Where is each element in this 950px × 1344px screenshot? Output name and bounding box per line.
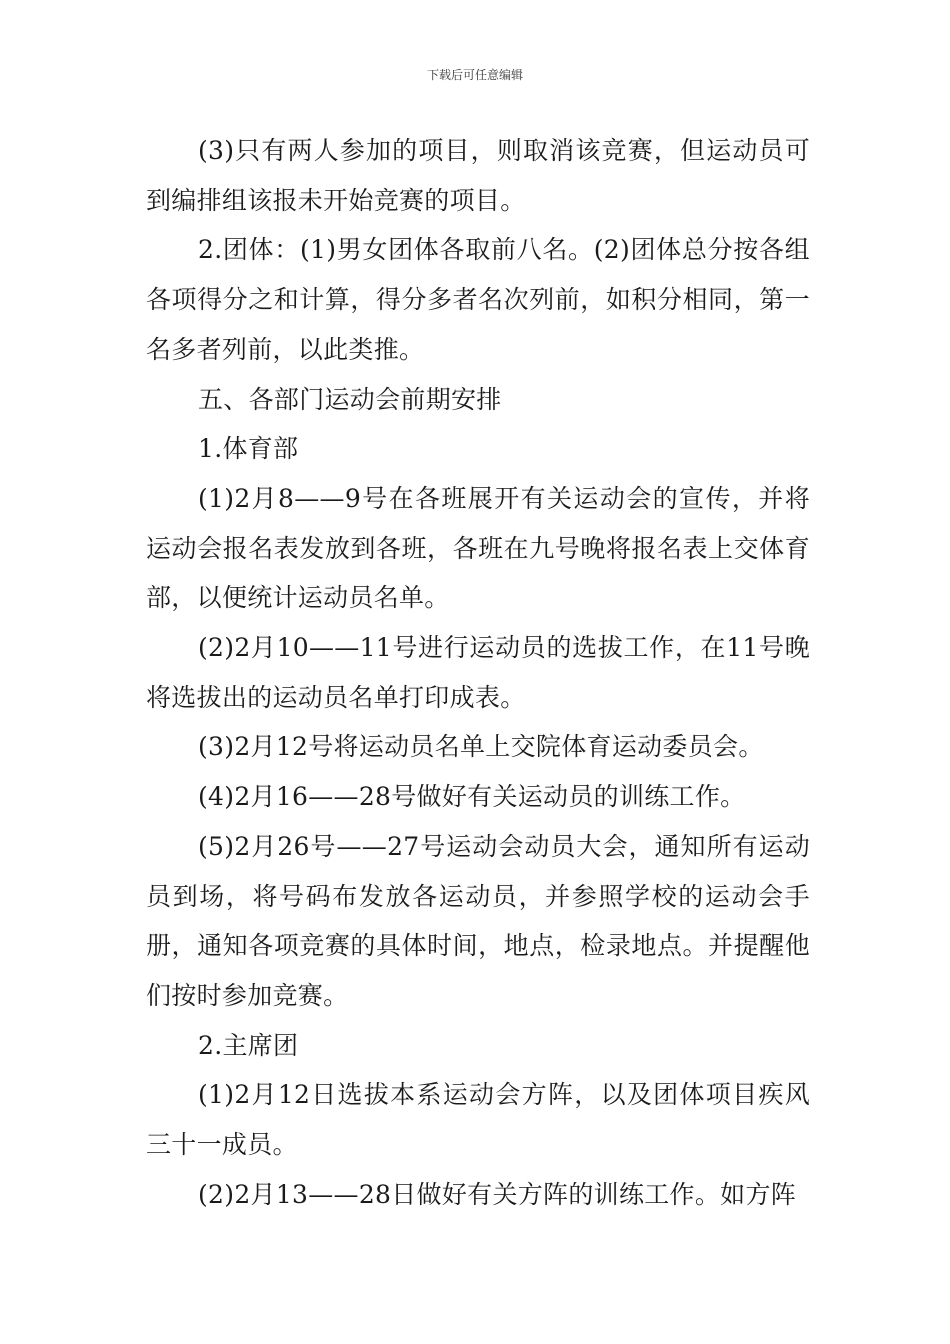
paragraph: (2)2月13——28日做好有关方阵的训练工作。如方阵 xyxy=(198,1179,797,1209)
subsection-heading: 2.主席团 xyxy=(198,1030,299,1060)
subsection-heading: 1.体育部 xyxy=(198,434,299,464)
paragraph: (5)2月26号——27号运动会动员大会，通知所有运动员到场，将号码布发放各运动员，并参照学校的运动会手册，通知各项竞赛的具体时间，地点，检录地点。并提醒他们按时参加竞赛。 xyxy=(146,831,810,1010)
document-body xyxy=(146,126,810,1219)
paragraph: (1)2月8——9号在各班展开有关运动会的宣传，并将运动会报名表发放到各班，各班在九号晚将报名表上交体育部，以便统计运动员名单。 xyxy=(146,483,810,613)
paragraph: (2)2月10——11号进行运动员的选拔工作，在11号晚将选拔出的运动员名单打印成表。 xyxy=(146,633,810,712)
section-heading: 五、各部门运动会前期安排 xyxy=(198,384,502,414)
page-header: 下载后可任意编辑 xyxy=(426,68,523,82)
paragraph: (4)2月16——28号做好有关运动员的训练工作。 xyxy=(198,782,746,812)
paragraph: (3)2月12号将运动员名单上交院体育运动委员会。 xyxy=(198,732,764,762)
paragraph: 2.团体：(1)男女团体各取前八名。(2)团体总分按各组各项得分之和计算，得分多者名次列前，如积分相同，第一名多者列前，以此类推。 xyxy=(146,235,810,364)
paragraph: (3)只有两人参加的项目，则取消该竞赛，但运动员可到编排组该报未开始竞赛的项目。 xyxy=(146,136,810,215)
paragraph: (1)2月12日选拔本系运动会方阵，以及团体项目疾风三十一成员。 xyxy=(146,1080,810,1160)
